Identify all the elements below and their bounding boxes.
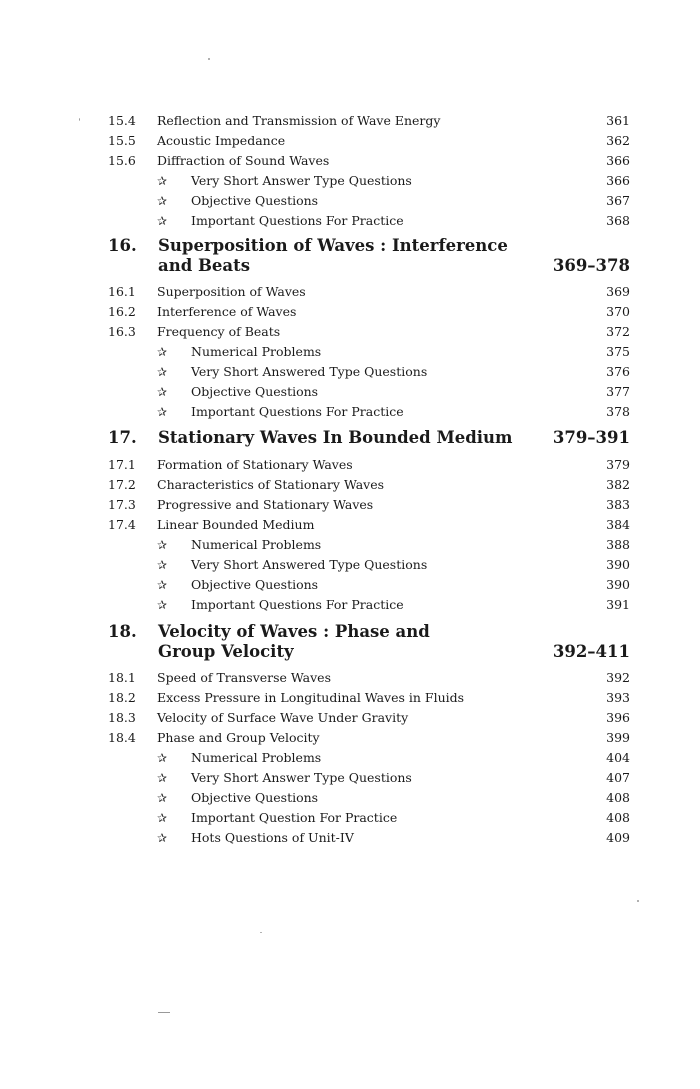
section-title: Excess Pressure in Longitudinal Waves in Fluids bbox=[157, 690, 465, 705]
star-icon: ✰ bbox=[157, 791, 168, 805]
section-title: Formation of Stationary Waves bbox=[157, 457, 353, 472]
bullet-title: Important Questions For Practice bbox=[191, 213, 404, 228]
section-title: Interference of Waves bbox=[157, 304, 297, 319]
bullet-title: Important Questions For Practice bbox=[191, 597, 404, 612]
page-number: 390 bbox=[606, 577, 630, 592]
section-number: 18.3 bbox=[108, 710, 136, 725]
star-icon: ✰ bbox=[157, 771, 168, 785]
chapter-number: 17. bbox=[108, 428, 137, 447]
section-title: Characteristics of Stationary Waves bbox=[157, 477, 385, 492]
star-icon: ✰ bbox=[157, 538, 168, 552]
page-number: 366 bbox=[606, 173, 630, 188]
page-number: 384 bbox=[606, 517, 630, 532]
section-number: 18.4 bbox=[108, 730, 136, 745]
chapter-number: 16. bbox=[108, 236, 137, 255]
star-icon: ✰ bbox=[157, 405, 168, 419]
page-number: 379 bbox=[606, 457, 630, 472]
scan-speck bbox=[208, 58, 210, 60]
section-title: Diffraction of Sound Waves bbox=[157, 153, 330, 168]
bullet-title: Numerical Problems bbox=[191, 537, 322, 552]
page-number: 407 bbox=[606, 770, 630, 785]
section-number: 17.3 bbox=[108, 497, 136, 512]
bullet-title: Objective Questions bbox=[191, 790, 319, 805]
page-number: 399 bbox=[606, 730, 630, 745]
bullet-title: Very Short Answer Type Questions bbox=[191, 173, 412, 188]
scan-speck bbox=[158, 1012, 170, 1013]
chapter-page-range: 369–378 bbox=[552, 256, 630, 275]
section-number: 17.4 bbox=[108, 517, 136, 532]
section-number: 18.1 bbox=[108, 670, 136, 685]
page-number: 390 bbox=[606, 557, 630, 572]
star-icon: ✰ bbox=[157, 174, 168, 188]
section-title: Speed of Transverse Waves bbox=[157, 670, 331, 685]
section-number: 15.5 bbox=[108, 133, 136, 148]
section-number: 15.4 bbox=[108, 113, 136, 128]
page-number: 391 bbox=[606, 597, 630, 612]
section-title: Progressive and Stationary Waves bbox=[157, 497, 374, 512]
chapter-title-line1: Velocity of Waves : Phase and bbox=[158, 622, 430, 641]
page-number: 404 bbox=[606, 750, 630, 765]
star-icon: ✰ bbox=[157, 751, 168, 765]
scan-speck bbox=[637, 900, 639, 902]
star-icon: ✰ bbox=[157, 214, 168, 228]
page-number: 372 bbox=[606, 324, 630, 339]
page-number: 388 bbox=[606, 537, 630, 552]
bullet-title: Important Question For Practice bbox=[191, 810, 398, 825]
chapter-title: Stationary Waves In Bounded Medium bbox=[158, 428, 513, 447]
chapter-title-line1: Superposition of Waves : Interference bbox=[158, 236, 508, 255]
star-icon: ✰ bbox=[157, 558, 168, 572]
page-number: 377 bbox=[606, 384, 630, 399]
bullet-title: Hots Questions of Unit-IV bbox=[191, 830, 354, 845]
section-number: 15.6 bbox=[108, 153, 136, 168]
page-number: 393 bbox=[606, 690, 630, 705]
bullet-title: Very Short Answer Type Questions bbox=[191, 770, 412, 785]
star-icon: ✰ bbox=[157, 385, 168, 399]
star-icon: ✰ bbox=[157, 194, 168, 208]
page-number: 396 bbox=[606, 710, 630, 725]
star-icon: ✰ bbox=[157, 831, 168, 845]
bullet-title: Numerical Problems bbox=[191, 344, 322, 359]
bullet-title: Objective Questions bbox=[191, 577, 319, 592]
section-title: Phase and Group Velocity bbox=[157, 730, 320, 745]
page-number: 408 bbox=[606, 790, 630, 805]
bullet-title: Numerical Problems bbox=[191, 750, 322, 765]
chapter-page-range: 379–391 bbox=[552, 428, 630, 447]
page-number: 382 bbox=[606, 477, 630, 492]
chapter-number: 18. bbox=[108, 622, 137, 641]
page-number: 376 bbox=[606, 364, 630, 379]
page-number: 378 bbox=[606, 404, 630, 419]
bullet-title: Very Short Answered Type Questions bbox=[191, 364, 428, 379]
star-icon: ✰ bbox=[157, 598, 168, 612]
bullet-title: Very Short Answered Type Questions bbox=[191, 557, 428, 572]
bullet-title: Objective Questions bbox=[191, 193, 319, 208]
section-number: 16.3 bbox=[108, 324, 136, 339]
section-number: 18.2 bbox=[108, 690, 136, 705]
section-number: 16.1 bbox=[108, 284, 136, 299]
star-icon: ✰ bbox=[157, 811, 168, 825]
section-number: 17.2 bbox=[108, 477, 136, 492]
star-icon: ✰ bbox=[157, 578, 168, 592]
page-number: 366 bbox=[606, 153, 630, 168]
page-number: 362 bbox=[606, 133, 630, 148]
page-number: 375 bbox=[606, 344, 630, 359]
page-number: 409 bbox=[606, 830, 630, 845]
section-number: 16.2 bbox=[108, 304, 136, 319]
chapter-page-range: 392–411 bbox=[552, 642, 630, 661]
page-number: 367 bbox=[606, 193, 630, 208]
page-number: 392 bbox=[606, 670, 630, 685]
section-title: Superposition of Waves bbox=[157, 284, 306, 299]
section-title: Linear Bounded Medium bbox=[157, 517, 315, 532]
page-number: 369 bbox=[606, 284, 630, 299]
page-number: 370 bbox=[606, 304, 630, 319]
section-number: 17.1 bbox=[108, 457, 136, 472]
bullet-title: Objective Questions bbox=[191, 384, 319, 399]
page-number: 408 bbox=[606, 810, 630, 825]
scan-speck bbox=[79, 118, 80, 121]
chapter-title-line2: and Beats bbox=[158, 256, 251, 275]
section-title: Acoustic Impedance bbox=[157, 133, 286, 148]
section-title: Velocity of Surface Wave Under Gravity bbox=[157, 710, 409, 725]
scan-speck bbox=[260, 932, 262, 933]
section-title: Frequency of Beats bbox=[157, 324, 281, 339]
bullet-title: Important Questions For Practice bbox=[191, 404, 404, 419]
page-number: 383 bbox=[606, 497, 630, 512]
star-icon: ✰ bbox=[157, 345, 168, 359]
chapter-title-line2: Group Velocity bbox=[158, 642, 294, 661]
page-number: 368 bbox=[606, 213, 630, 228]
page-number: 361 bbox=[606, 113, 630, 128]
star-icon: ✰ bbox=[157, 365, 168, 379]
section-title: Reflection and Transmission of Wave Energy bbox=[157, 113, 441, 128]
